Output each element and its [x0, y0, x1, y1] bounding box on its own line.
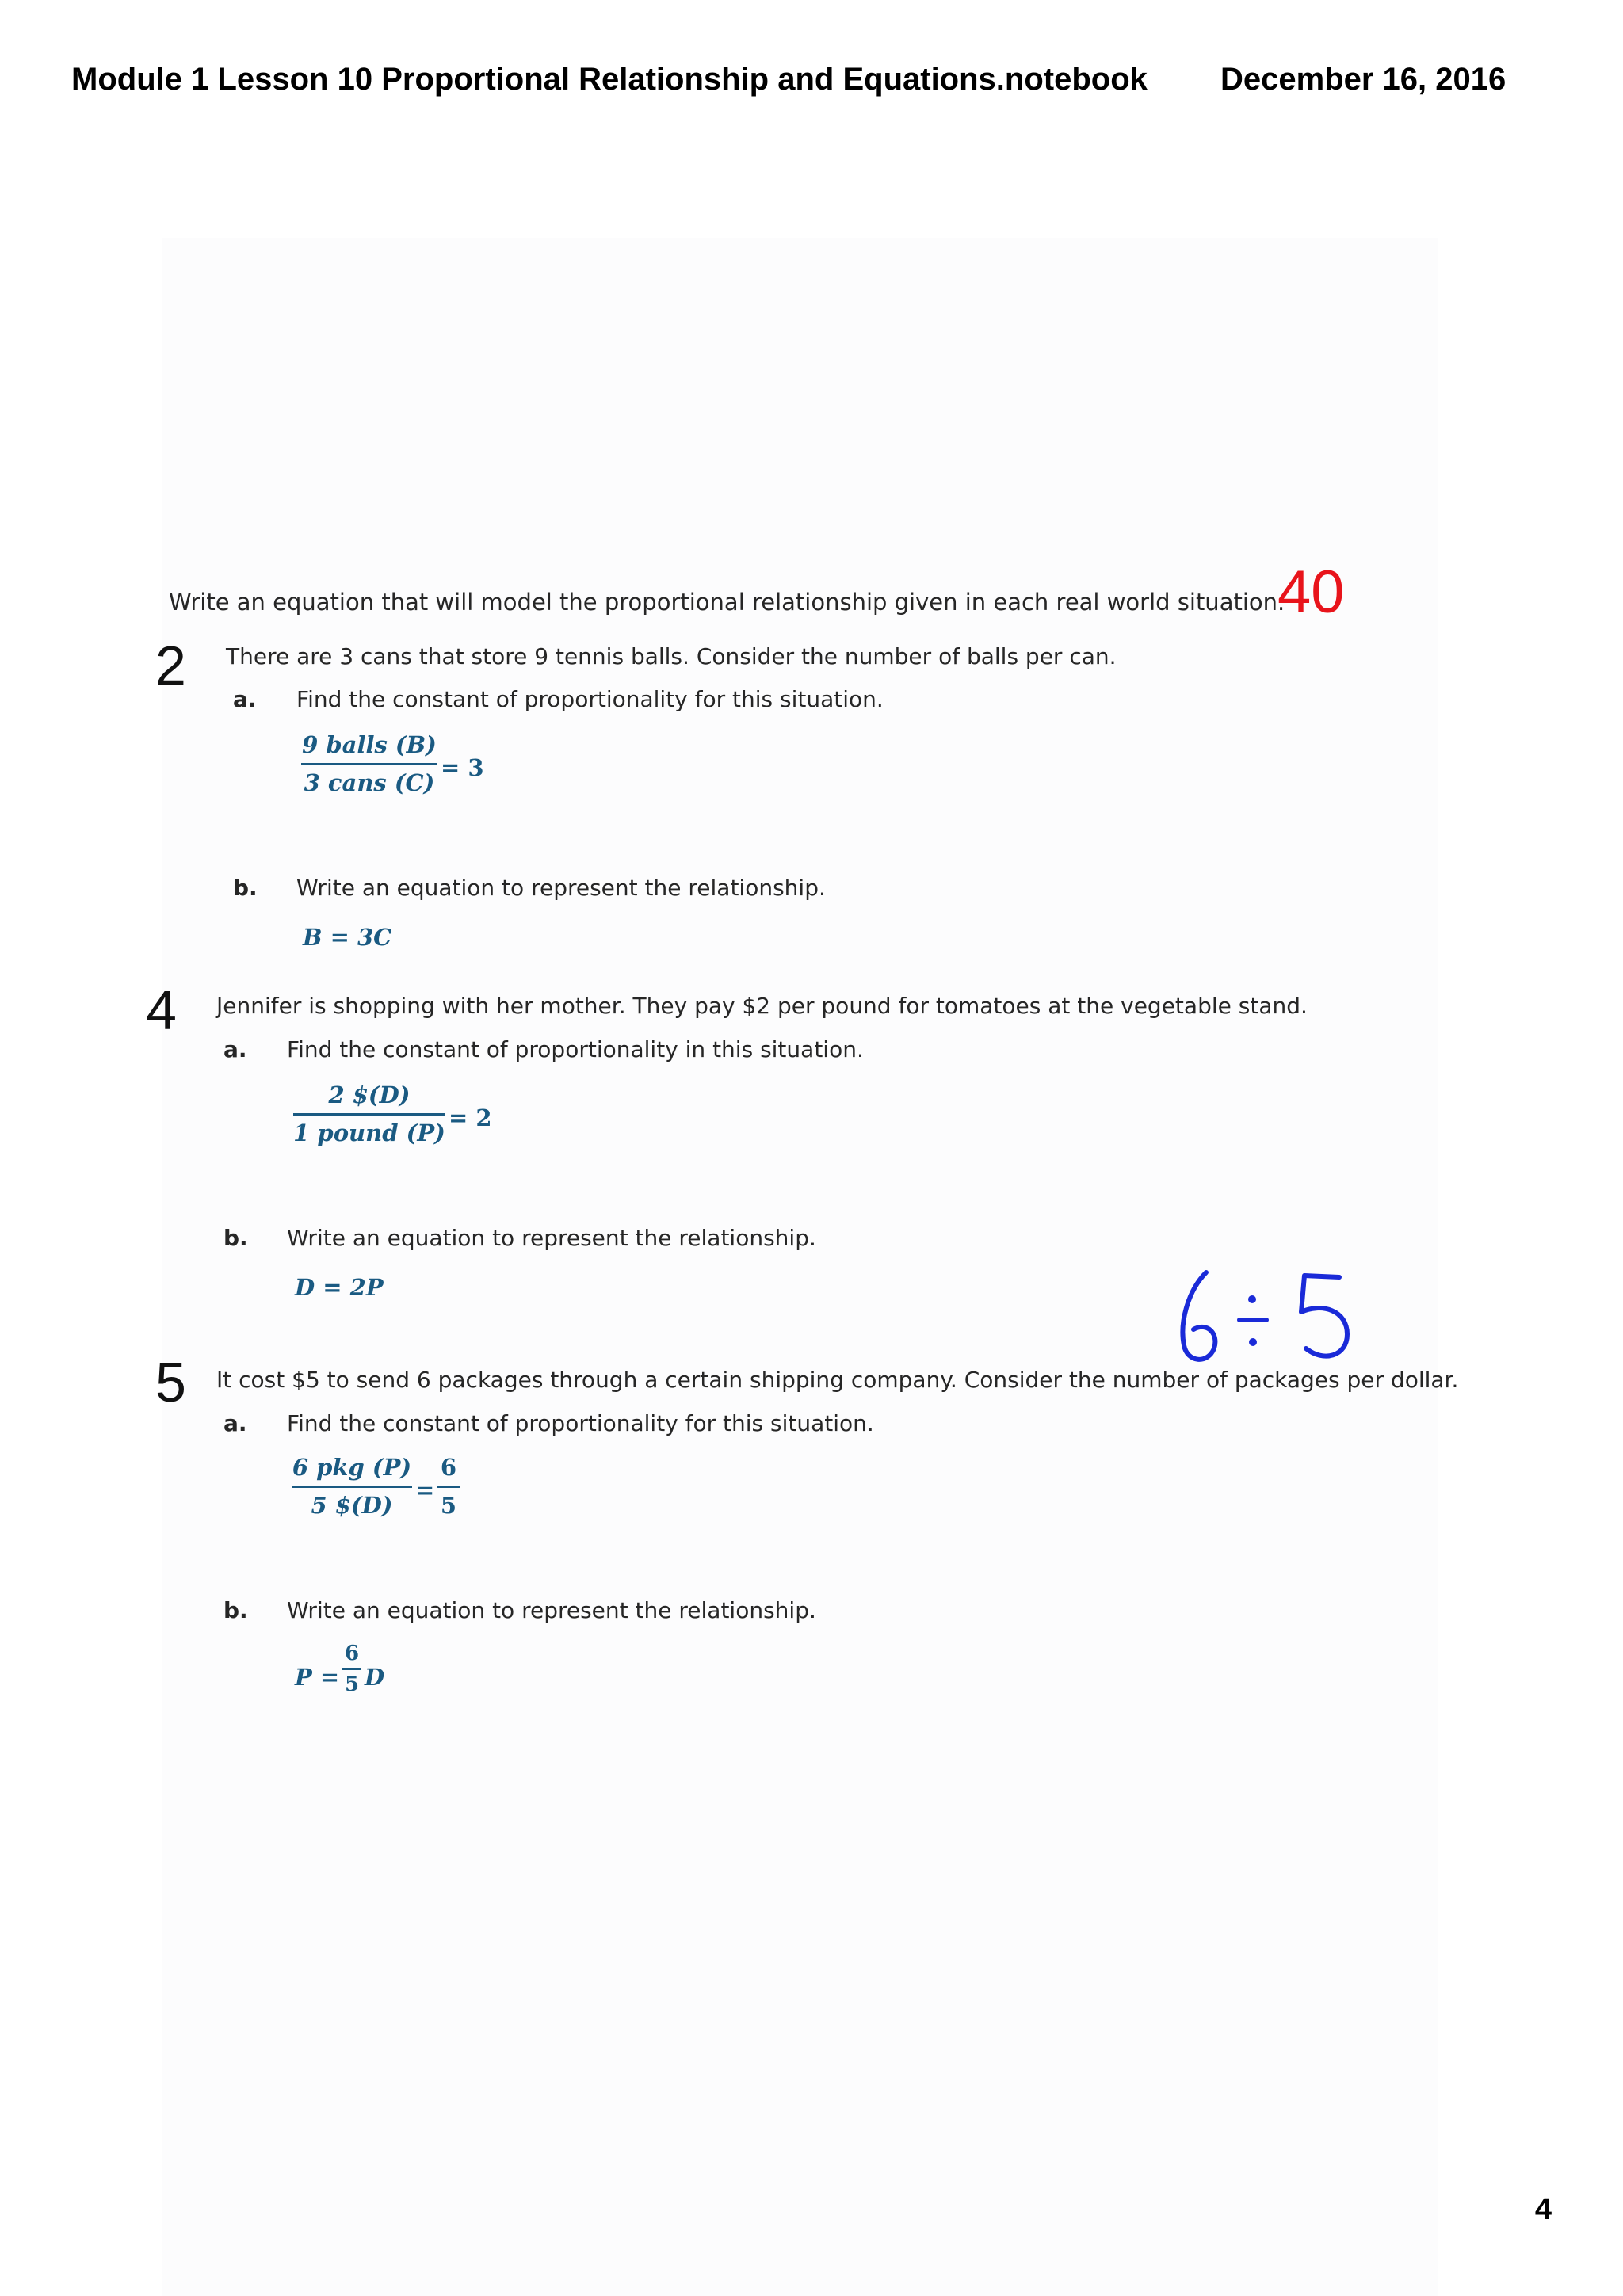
question-text: Jennifer is shopping with her mother. They pay $2 per pound for tomatoes at the vegetable stand. — [216, 993, 1308, 1019]
fraction-result: = 2 — [449, 1104, 492, 1131]
part-label: a. — [223, 1036, 247, 1062]
equation-rhs: D — [365, 1664, 385, 1691]
page-number: 4 — [1534, 2193, 1552, 2226]
fraction-denominator: 5 $(D) — [311, 1492, 393, 1519]
question-text: There are 3 cans that store 9 tennis balls. Consider the number of balls per can. — [226, 643, 1117, 669]
part-prompt: Write an equation to represent the relationship. — [296, 875, 826, 901]
fraction — [293, 1081, 445, 1146]
fraction-denominator: 3 cans (C) — [304, 769, 435, 796]
part-prompt: Find the constant of proportionality in this situation. — [287, 1036, 864, 1062]
fraction — [301, 731, 437, 796]
coefficient-numerator: 6 — [344, 1642, 360, 1665]
equation-lhs: P = — [295, 1664, 340, 1691]
fraction-denominator: 1 pound (P) — [293, 1119, 445, 1146]
equals-sign: = — [415, 1477, 435, 1504]
fraction-numerator: 6 pkg (P) — [292, 1454, 412, 1481]
coefficient-fraction — [342, 1643, 361, 1695]
fraction-bar — [292, 1486, 412, 1488]
fraction-numerator: 2 $(D) — [328, 1081, 411, 1108]
part-label: b. — [223, 1225, 248, 1251]
coefficient-denominator: 5 — [344, 1672, 360, 1696]
part-label: a. — [223, 1410, 247, 1436]
score-annotation: 40 — [1277, 559, 1345, 626]
question-number: 2 — [155, 635, 186, 696]
equation: D = 2P — [295, 1274, 384, 1301]
question-number: 5 — [155, 1352, 186, 1413]
part-prompt: Find the constant of proportionality for this situation. — [296, 686, 884, 712]
result-denominator: 5 — [440, 1492, 457, 1519]
page-title: Module 1 Lesson 10 Proportional Relationship and Equations.notebook — [71, 62, 1148, 97]
question-text: It cost $5 to send 6 packages through a certain shipping company. Consider the number of packages per dollar. — [216, 1367, 1459, 1393]
part-label: b. — [223, 1597, 248, 1623]
part-label: a. — [233, 686, 257, 712]
part-label: b. — [233, 875, 258, 901]
fraction-bar — [301, 763, 437, 765]
instructions: Write an equation that will model the proportional relationship given in each real world situation. — [169, 589, 1285, 616]
part-prompt: Write an equation to represent the relationship. — [287, 1597, 816, 1623]
fraction-result: = 3 — [441, 754, 484, 781]
part-prompt: Write an equation to represent the relationship. — [287, 1225, 816, 1251]
result-numerator: 6 — [440, 1454, 457, 1481]
question-number: 4 — [146, 979, 177, 1041]
fraction — [292, 1456, 412, 1517]
coefficient-bar — [342, 1668, 361, 1670]
part-prompt: Find the constant of proportionality for this situation. — [287, 1410, 874, 1436]
result-bar — [437, 1486, 460, 1488]
fraction-bar — [293, 1113, 445, 1116]
equation: B = 3C — [303, 924, 392, 951]
fraction-numerator: 9 balls (B) — [302, 731, 437, 758]
handwritten-division-note — [1173, 1266, 1363, 1369]
result-fraction — [437, 1456, 460, 1517]
page-date: December 16, 2016 — [1220, 62, 1507, 97]
